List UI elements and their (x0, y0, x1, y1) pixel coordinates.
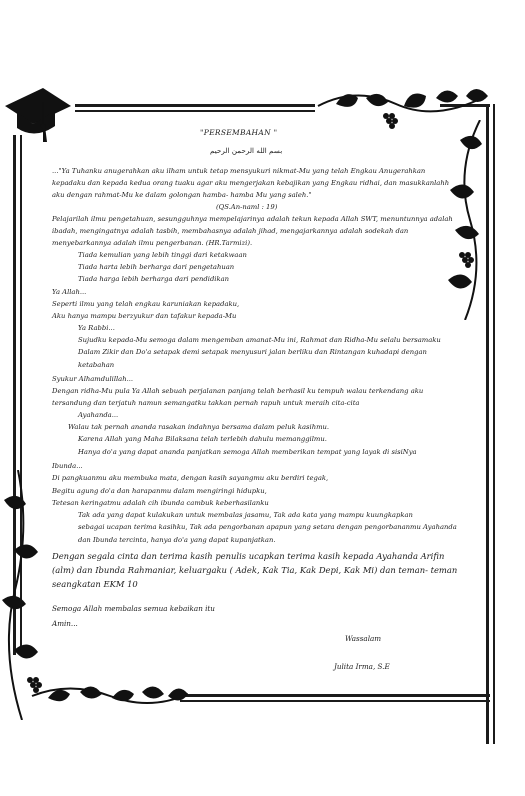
text-line: ..."Ya Tuhanku anugerahkan aku ilham untuk tetap mensyukuri nikmat-Mu yang telah Engkau Anugerahkan (52, 167, 426, 175)
signature-name: Julita Irma, S.E (334, 662, 390, 671)
text-line: Ya Rabbi... (78, 324, 115, 332)
text-line: Aku hanya mampu berzyukur dan tafakur kepada-Mu (52, 312, 237, 320)
bottom-rule-thin (180, 700, 490, 702)
text-line: Dengan ridha-Mu pula Ya Allah sebuah perjalanan panjang telah berhasil ku tempuh walau terkendang aku (52, 387, 424, 395)
text-line: Dalam Zikir dan Do'a setapak demi setapak menyusuri jalan berliku dan Rintangan kuhadapi dengan (78, 348, 427, 356)
text-line: Tetesan keringatmu adalah cih ibunda cambuk keberhasilanku (52, 499, 269, 507)
text-line: Di pangkuanmu aku membuka mata, dengan kasih sayangmu aku berdiri tegak, (52, 474, 329, 482)
text-line: Ibunda... (52, 462, 83, 470)
text-line: Sujudku kepada-Mu semoga dalam mengemban amanat-Mu ini, Rahmat dan Ridha-Mu selalu bersamaku (78, 336, 441, 344)
bottom-rule-thick (180, 694, 490, 697)
text-line: Ayahanda... (78, 411, 119, 419)
text-line: Karena Allah yang Maha Bilaksana telah terlebih dahulu memanggilmu. (78, 435, 327, 443)
text-line: dan Ibunda tercinta, hanya do'a yang dapat kupanjatkan. (78, 536, 276, 544)
text-line: Tiada harta lebih berharga dari pengetahuan (78, 263, 235, 271)
closing-greeting: Wassalam (345, 634, 382, 643)
text-line: (alm) dan Ibunda Rahmaniar, keluargaku ( Adek, Kak Tia, Kak Depi, Kak Mi) dan teman- teman (52, 565, 458, 575)
text-line: Tiada harga lebih berharga dari pendidikan (78, 275, 230, 283)
text-line: Tak ada yang dapat kulakukan untuk membalas jasamu, Tak ada kata yang mampu kuungkapkan (78, 511, 413, 519)
text-line: ibadah, mengingatnya adalah tasbih, membahasnya adalah jihad, mengajarkannya adalah sodekah dan (52, 227, 409, 235)
text-line: Walau tak pernah ananda rasakan indahnya bersama dalam peluk kasihmu. (68, 423, 330, 431)
text-line: seangkatan EKM 10 (52, 579, 138, 589)
page-title: "PERSEMBAHAN " (200, 128, 278, 137)
text-line: kepadaku dan kepada kedua orang tuaku agar aku mengerjakan kebajikan yang Engkau ridhai, dan masukkanlahh (52, 179, 450, 187)
text-line: Tiada kemulian yang lebih tinggi dari ketakwaan (78, 251, 247, 259)
bismillah-text: بسم الله الرحمن الرحيم (210, 146, 283, 155)
top-rule-thin (75, 110, 315, 112)
text-line: aku dengan rahmat-Mu ke dalam golongan hamba- hamba Mu yang saleh." (52, 191, 312, 199)
text-line: Syukur Alhamdulillah... (52, 375, 134, 383)
text-line: Pelajarilah ilmu pengetahuan, sesungguhnya mempelajarinya adalah tekun kepada Allah SWT, menuntunnya adalah (52, 215, 453, 223)
grape-vine-bottom-icon (30, 676, 190, 716)
text-line: menyebarkannya adalah ilmu pengerbanan. (HR.Tarmizi). (52, 239, 253, 247)
text-line: sebagai ucapan terima kasihku, Tak ada pengorbanan apapun yang setara dengan pengorbananmu Ayahanda (78, 523, 457, 531)
graduation-cap-icon (3, 84, 73, 154)
text-line: Hanya do'a yang dapat ananda panjatkan semoga Allah memberikan tempat yang layak di sisiNya (78, 448, 417, 456)
text-line: Semoga Allah membalas semua kebaikan itu (52, 604, 215, 613)
text-line: ketabahan (78, 361, 115, 369)
text-line: (QS.An-naml : 19) (216, 203, 278, 211)
text-line: Begitu agung do'a dan harapanmu dalam mengiringi hidupku, (52, 487, 267, 495)
top-rule-thick (75, 104, 315, 107)
text-line: Seperti ilmu yang telah engkau karuniakan kepadaku, (52, 300, 240, 308)
text-line: Dengan segala cinta dan terima kasih penulis ucapkan terima kasih kepada Ayahanda Arifin (52, 551, 445, 561)
text-line: Amin... (52, 619, 78, 628)
text-line: Ya Allah... (52, 288, 87, 296)
right-rule-thin (493, 104, 495, 744)
text-line: tersandung dan terjatuh namun semangatku takkan pernah rapuh untuk meraih cita-cita (52, 399, 360, 407)
